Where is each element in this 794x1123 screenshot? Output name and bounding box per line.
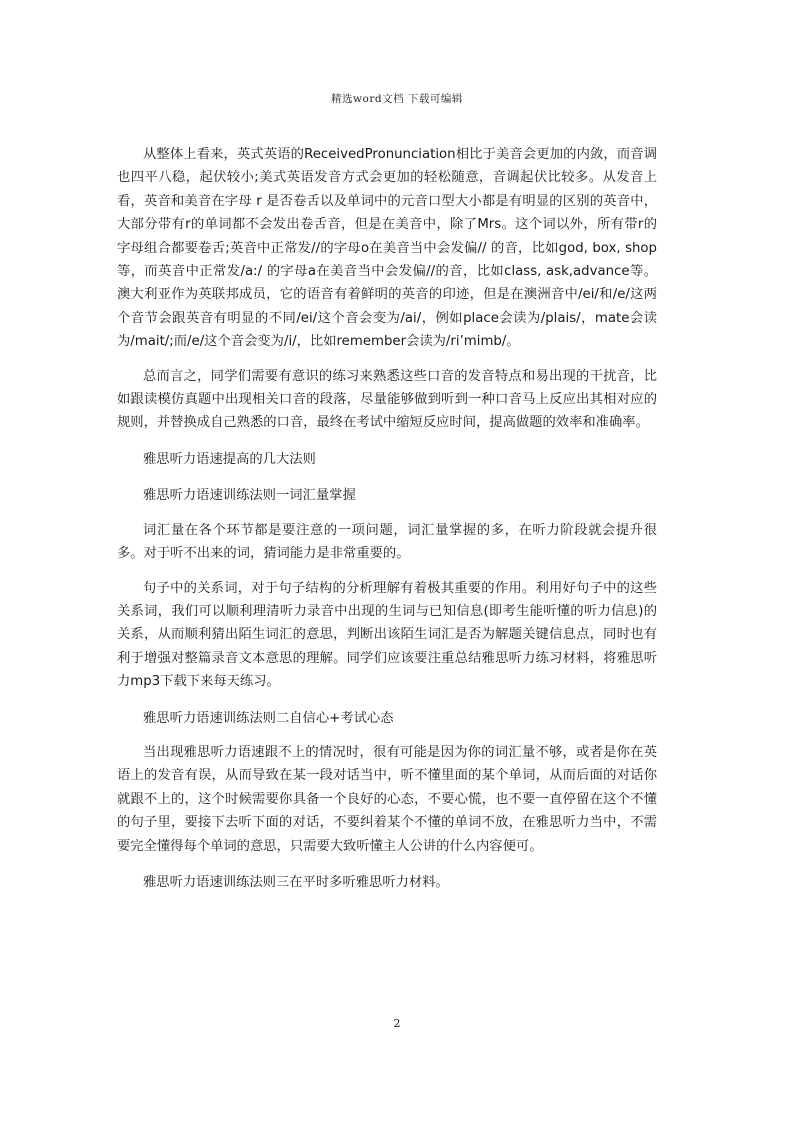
paragraph-accent-comparison: 从整体上看来，英式英语的ReceivedPronunciation相比于美音会更加的内敛，而音调也四平八稳，起伏较小;美式英语发音方式会更加的轻松随意，音调起伏比较多。从发音上看，英音和美音在字母 r 是否卷舌以及单词中的元音口型大小都是有明显的区别的英音中，大部分带有r的单词都不会发出卷舌音，但是在美音中，除了Mrs。这个词以外，所有带r的字母组合都要卷舌;英音中正常发//的字母o在美音当中会发偏// 的音，比如god, box, shop等，而英音中正常发/a:/ 的字母a在美音当中会发偏//的音，比如class, ask,advance等。澳大利亚作为英联邦成员，它的语音有着鲜明的英音的印迹，但是在澳洲音中/ei/和/e/这两个音节会跟英音有明显的不同/ei/这个音会变为/ai/，例如place会读为/plais/，mate会读为/mait/;而/e/这个音会变为/i/，比如remember会读为/ri’mimb/。 <box>117 147 657 350</box>
section-heading-rule-3: 雅思听力语速训练法则三在平时多听雅思听力材料。 <box>143 874 449 890</box>
document-body <box>117 143 657 894</box>
paragraph-relation-words: 句子中的关系词，对于句子结构的分析理解有着极其重要的作用。利用好句子中的这些关系词，我们可以顺利理清听力录音中出现的生词与已知信息(即考生能听懂的听力信息)的关系，从而顺利猜出陌生词汇的意思，判断出该陌生词汇是否为解题关键信息点，同时也有利于增强对整篇录音文本意思的理解。同学们应该要注重总结雅思听力练习材料，将雅思听力mp3下载下来每天练习。 <box>117 580 657 690</box>
section-heading: 雅思听力语速提高的几大法则 <box>143 451 316 467</box>
page-header: 精选word文档 下载可编辑 <box>331 93 463 105</box>
paragraph-vocabulary: 词汇量在各个环节都是要注意的一项问题，词汇量掌握的多，在听力阶段就会提升很多。对于听不出来的词，猜词能力是非常重要的。 <box>117 522 657 562</box>
paragraph-mindset: 当出现雅思听力语速跟不上的情况时，很有可能是因为你的词汇量不够，或者是你在英语上的发音有误，从而导致在某一段对话当中，听不懂里面的某个单词，从而后面的对话你就跟不上的，这个时候需要你具备一个良好的心态，不要心慌，也不要一直停留在这个不懂的句子里，要接下去听下面的对话，不要纠着某个不懂的单词不放，在雅思听力当中，不需要完全懂得每个单词的意思，只需要大致听懂主人公讲的什么内容便可。 <box>117 744 657 854</box>
section-heading-rule-1: 雅思听力语速训练法则一词汇量掌握 <box>143 488 356 504</box>
page-number: 2 <box>393 1017 401 1030</box>
section-heading-rule-2: 雅思听力语速训练法则二自信心+考试心态 <box>143 710 394 726</box>
paragraph-summary: 总而言之，同学们需要有意识的练习来熟悉这些口音的发音特点和易出现的干扰音，比如跟读模仿真题中出现相关口音的段落，尽量能够做到听到一种口音马上反应出其相对应的规则，并替换成自己熟悉的口音，最终在考试中缩短反应时间，提高做题的效率和准确率。 <box>117 368 657 431</box>
